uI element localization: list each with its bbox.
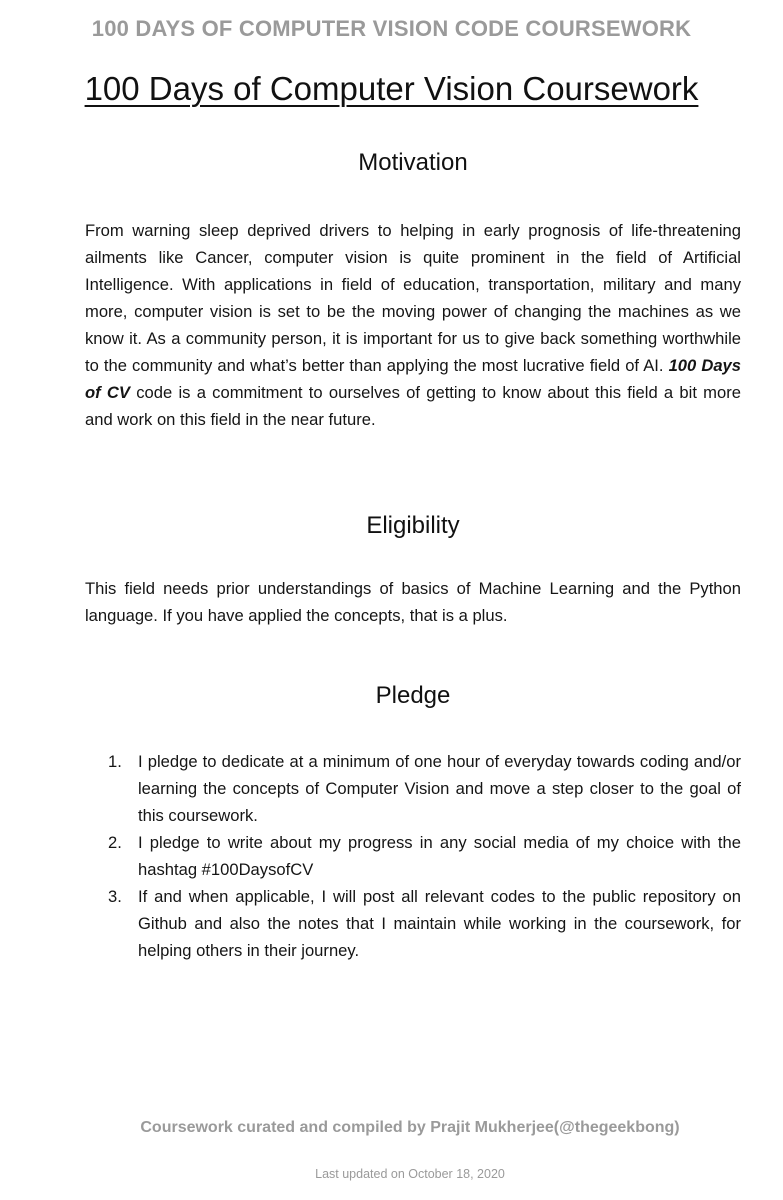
motivation-emphasis: 100 Days of CV — [85, 356, 742, 402]
pledge-item — [108, 829, 741, 883]
eligibility-heading: Eligibility — [366, 512, 460, 539]
last-updated-date: Last updated on October 18, 2020 — [315, 1167, 505, 1181]
pledge-item — [108, 883, 741, 964]
document-title: 100 Days of Computer Vision Coursework — [84, 70, 699, 107]
pledge-item-text: If and when applicable, I will post all relevant codes to the public repository on Github and also the notes that I maintain while working in the coursework, for helping others in their journey. — [138, 887, 741, 960]
pledge-item — [108, 748, 741, 829]
pledge-heading: Pledge — [375, 682, 451, 709]
pledge-item-text: I pledge to write about my progress in any social media of my choice with the hashtag #100DaysofCV — [138, 833, 741, 879]
pledge-item-number: 3. — [108, 887, 122, 906]
pledge-item-number: 1. — [108, 752, 122, 771]
motivation-paragraph — [85, 217, 741, 433]
curator-credit: Coursework curated and compiled by Prajit Mukherjee(@thegeekbong) — [140, 1119, 680, 1136]
pledge-item-text: I pledge to dedicate at a minimum of one hour of everyday towards coding and/or learning the concepts of Computer Vision and move a step closer to the goal of this coursework. — [138, 752, 741, 825]
motivation-text-before: From warning sleep deprived drivers to helping in early prognosis of life-threatening ailments like Cancer, computer vision is quite prominent in the field of Artificial Intelligence. With applications in field of education, transportation, military and many more, computer vision is set to be the moving power of changing the machines as we know it. As a community person, it is important for us to give back something worthwhile to the community and what’s better than applying the most lucrative field of AI. — [85, 221, 741, 375]
motivation-text-after: code is a commitment to ourselves of getting to know about this field a bit more and work on this field in the near future. — [85, 383, 741, 429]
pledge-item-number: 2. — [108, 833, 122, 852]
running-header: 100 DAYS OF COMPUTER VISION CODE COURSEWORK — [91, 16, 692, 41]
eligibility-paragraph: This field needs prior understandings of basics of Machine Learning and the Python language. If you have applied the concepts, that is a plus. — [85, 579, 741, 625]
motivation-heading: Motivation — [358, 149, 468, 176]
pledge-list — [108, 748, 741, 964]
